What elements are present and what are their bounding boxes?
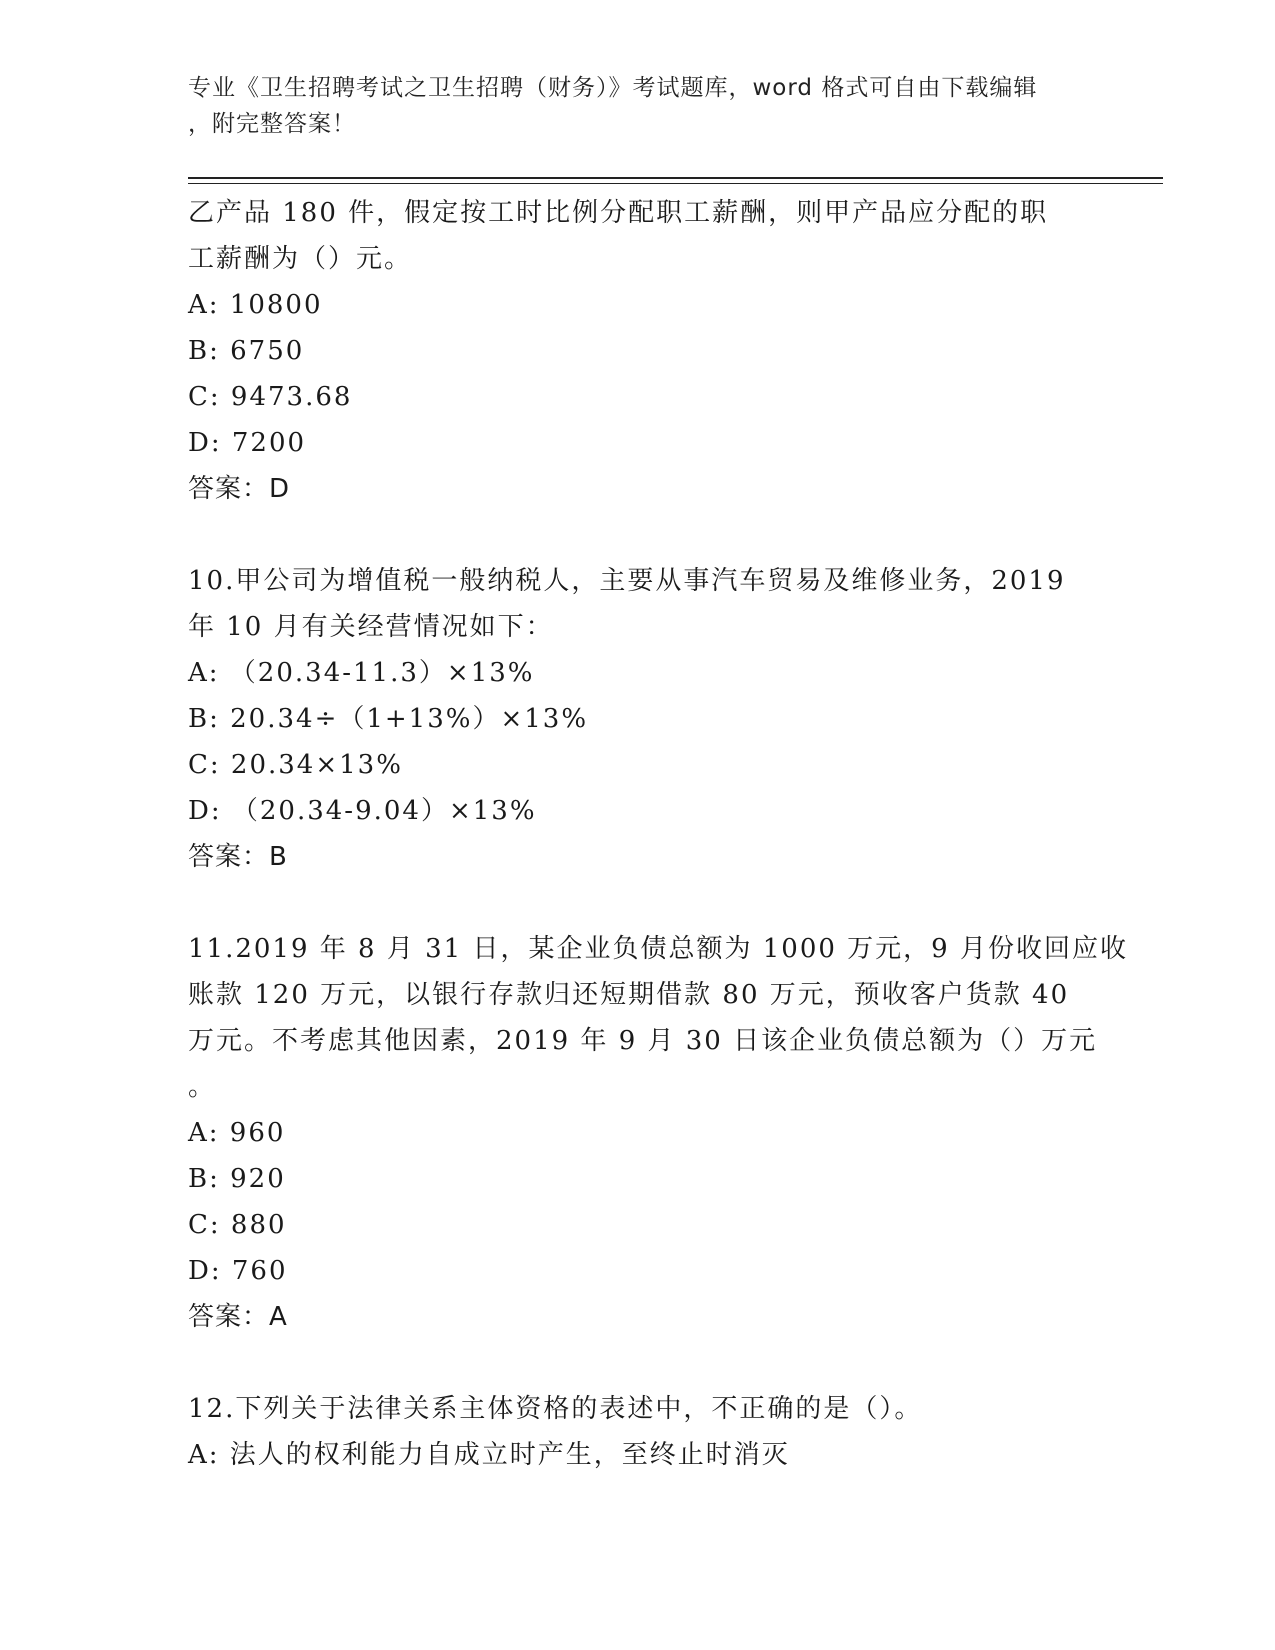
option-d: D: （20.34-9.04）×13% [188,796,537,826]
option-a: A: 960 [188,1118,286,1148]
answer-label: 答案：A [188,1302,288,1332]
document-header [188,70,1068,142]
header-line-1: 专业《卫生招聘考试之卫生招聘（财务）》考试题库，word 格式可自由下载编辑 [188,75,1038,101]
question-9 [188,190,1088,512]
option-c: C: 9473.68 [188,382,353,412]
question-text: 。 [188,1072,217,1102]
option-d: D: 760 [188,1256,288,1286]
option-a: A: 法人的权利能力自成立时产生，至终止时消灭 [188,1440,790,1470]
answer-label: 答案：B [188,842,288,872]
header-line-2: ，附完整答案！ [188,111,356,137]
question-text: 年 10 月有关经营情况如下： [188,612,554,642]
question-text: 乙产品 180 件，假定按工时比例分配职工薪酬，则甲产品应分配的职 [188,198,1049,228]
question-text: 账款 120 万元，以银行存款归还短期借款 80 万元，预收客户货款 40 [188,980,1070,1010]
question-text: 万元。不考虑其他因素，2019 年 9 月 30 日该企业负债总额为（）万元 [188,1026,1098,1056]
option-b: B: 20.34÷（1+13%）×13% [188,704,589,734]
question-content [188,190,1128,1478]
question-text: 11.2019 年 8 月 31 日，某企业负债总额为 1000 万元，9 月份收回应收 [188,934,1128,964]
option-b: B: 920 [188,1164,286,1194]
header-rule-thick [188,177,1163,179]
option-b: B: 6750 [188,336,305,366]
option-a: A: （20.34-11.3）×13% [188,658,535,688]
spacer [188,1340,1088,1386]
question-12 [188,1386,1088,1478]
spacer [188,880,1088,926]
option-a: A: 10800 [188,290,323,320]
question-text: 12.下列关于法律关系主体资格的表述中，不正确的是（）。 [188,1394,923,1424]
option-c: C: 20.34×13% [188,750,403,780]
option-d: D: 7200 [188,428,307,458]
question-11 [188,926,1128,1340]
header-rule-thin [188,183,1163,184]
question-text: 工薪酬为（）元。 [188,244,413,274]
spacer [188,512,1088,558]
question-10 [188,558,1088,880]
answer-label: 答案：D [188,474,291,504]
option-c: C: 880 [188,1210,287,1240]
question-text: 10.甲公司为增值税一般纳税人，主要从事汽车贸易及维修业务，2019 [188,566,1066,596]
